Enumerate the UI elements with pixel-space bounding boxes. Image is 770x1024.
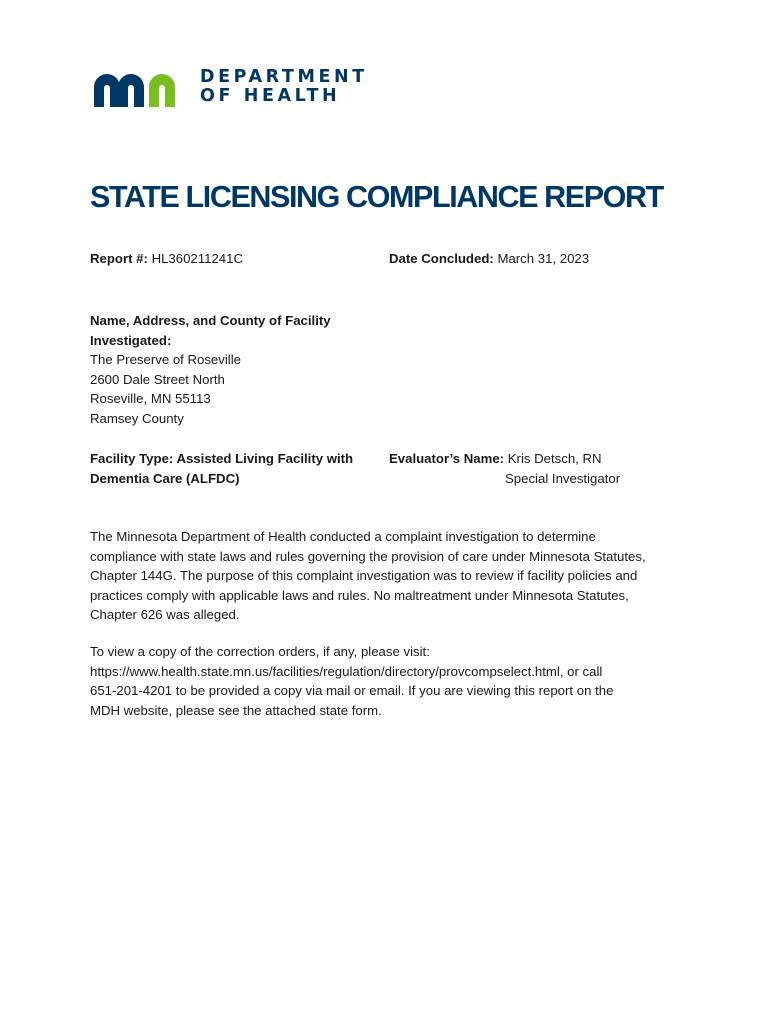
- evaluator: [389, 449, 620, 488]
- facility-label-line-1: Name, Address, and County of Facility: [90, 313, 331, 328]
- evaluator-label: Evaluator’s Name:: [389, 451, 505, 466]
- logo-line-2: OF HEALTH: [200, 86, 341, 106]
- summary-line: practices comply with applicable laws and rules. No maltreatment under Minnesota Statutes,: [90, 587, 629, 603]
- evaluator-name: Kris Detsch, RN: [507, 451, 602, 466]
- mn-logo-icon: [94, 67, 186, 107]
- mdh-logo: [94, 67, 368, 107]
- facility-type-line-1: Facility Type: Assisted Living Facility with: [90, 451, 354, 466]
- info-line: 651-201-4201 to be provided a copy via mail or email. If you are viewing this report on the: [90, 683, 614, 698]
- report-number: [90, 249, 243, 269]
- evaluator-title: Special Investigator: [505, 470, 621, 486]
- info-url-line: https://www.health.state.mn.us/facilities/regulation/directory/provcompselect.html, or call: [90, 663, 603, 679]
- date-concluded: [389, 249, 589, 269]
- report-number-label: Report #:: [90, 251, 148, 266]
- date-concluded-value: March 31, 2023: [497, 251, 590, 266]
- logo-line-1: DEPARTMENT: [200, 67, 368, 87]
- correction-orders-info: [90, 642, 700, 720]
- summary-line: compliance with state laws and rules governing the provision of care under Minnesota Statutes,: [90, 548, 646, 564]
- summary-line: Chapter 626 was alleged.: [90, 607, 240, 622]
- summary-line: Chapter 144G. The purpose of this complaint investigation was to review if facility policies and: [90, 568, 638, 583]
- facility-type: [90, 449, 353, 488]
- date-concluded-label: Date Concluded:: [389, 251, 494, 266]
- facility-info: [90, 311, 331, 428]
- report-number-value: HL360211241C: [151, 251, 243, 266]
- facility-name: The Preserve of Roseville: [90, 352, 241, 367]
- facility-label-line-2: Investigated:: [90, 332, 172, 348]
- summary-line: The Minnesota Department of Health conducted a complaint investigation to determine: [90, 529, 596, 544]
- page-title: STATE LICENSING COMPLIANCE REPORT: [90, 180, 663, 214]
- info-line: MDH website, please see the attached state form.: [90, 702, 382, 718]
- facility-street: 2600 Dale Street North: [90, 371, 225, 387]
- facility-city: Roseville, MN 55113: [90, 391, 211, 406]
- info-line: To view a copy of the correction orders, if any, please visit:: [90, 644, 430, 659]
- facility-type-line-2: Dementia Care (ALFDC): [90, 470, 240, 486]
- facility-county: Ramsey County: [90, 410, 184, 426]
- investigation-summary: [90, 527, 700, 625]
- logo-wordmark: [200, 68, 368, 106]
